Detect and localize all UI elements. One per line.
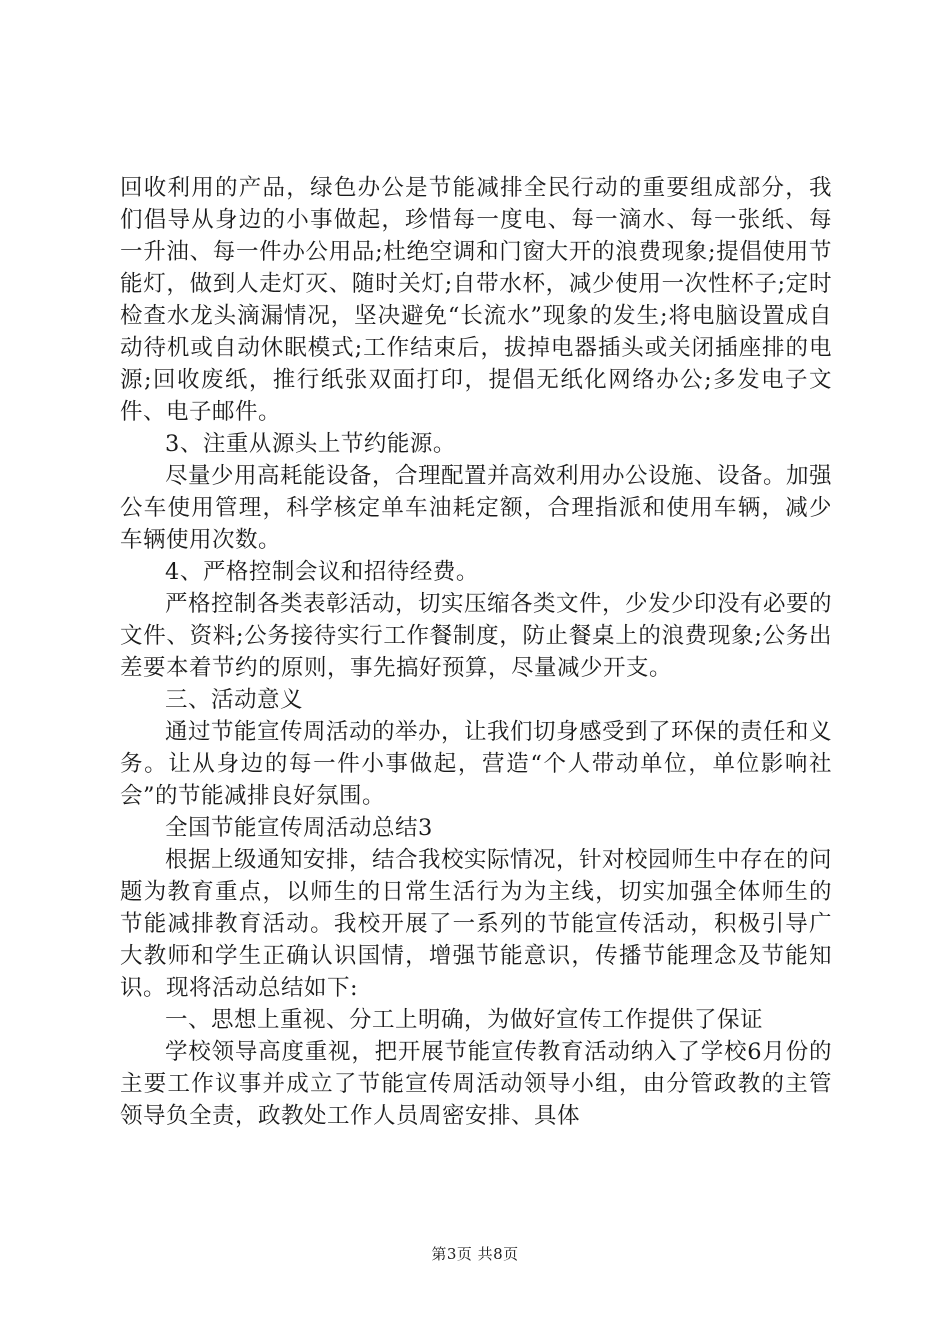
page-footer bbox=[0, 1244, 950, 1264]
page-number-label: 第3页 共8页 bbox=[431, 1245, 519, 1263]
paragraph-11: 学校领导高度重视，把开展节能宣传教育活动纳入了学校6月份的主要工作议事并成立了节能宣传周活动领导小组，由分管政教的主管领导负全责，政教处工作人员周密安排、具体 bbox=[120, 1039, 832, 1129]
paragraph-5: 严格控制各类表彰活动，切实压缩各类文件，少发少印没有必要的文件、资料;公务接待实行工作餐制度，防止餐桌上的浪费现象;公务出差要本着节约的原则，事先搞好预算，尽量减少开支。 bbox=[120, 591, 833, 681]
section-heading-ideology: 一、思想上重视、分工上明确，为做好宣传工作提供了保证 bbox=[165, 1007, 764, 1033]
paragraph-2: 3、注重从源头上节约能源。 bbox=[165, 431, 456, 457]
paragraph-3: 尽量少用高耗能设备，合理配置并高效利用办公设施、设备。加强公车使用管理，科学核定单车油耗定额，合理指派和使用车辆，减少车辆使用次数。 bbox=[120, 463, 833, 553]
section-heading-summary-3: 全国节能宣传周活动总结3 bbox=[165, 815, 433, 841]
paragraph-4: 4、严格控制会议和招待经费。 bbox=[165, 559, 479, 585]
section-heading-activity-significance: 三、活动意义 bbox=[165, 687, 304, 713]
paragraph-7: 通过节能宣传周活动的举办，让我们切身感受到了环保的责任和义务。让从身边的每一件小事做起，营造“个人带动单位，单位影响社会”的节能减排良好氛围。 bbox=[120, 719, 833, 809]
paragraph-9: 根据上级通知安排，结合我校实际情况，针对校园师生中存在的问题为教育重点，以师生的日常生活行为为主线，切实加强全体师生的节能减排教育活动。我校开展了一系列的节能宣传活动，积极引导广大教师和学生正确认识国情，增强节能意识，传播节能理念及节能知识。现将活动总结如下: bbox=[120, 847, 833, 1001]
paragraph-1: 回收利用的产品，绿色办公是节能减排全民行动的重要组成部分，我们倡导从身边的小事做起，珍惜每一度电、每一滴水、每一张纸、每一升油、每一件办公用品;杜绝空调和门窗大开的浪费现象;提倡使用节能灯，做到人走灯灭、随时关灯;自带水杯，减少使用一次性杯子;定时检查水龙头滴漏情况，坚决避免“长流水”现象的发生;将电脑设置成自动待机或自动休眠模式;工作结束后，拔掉电器插头或关闭插座排的电源;回收废纸，推行纸张双面打印，提倡无纸化网络办公;多发电子文件、电子邮件。 bbox=[120, 175, 832, 425]
document-body bbox=[120, 172, 832, 1132]
